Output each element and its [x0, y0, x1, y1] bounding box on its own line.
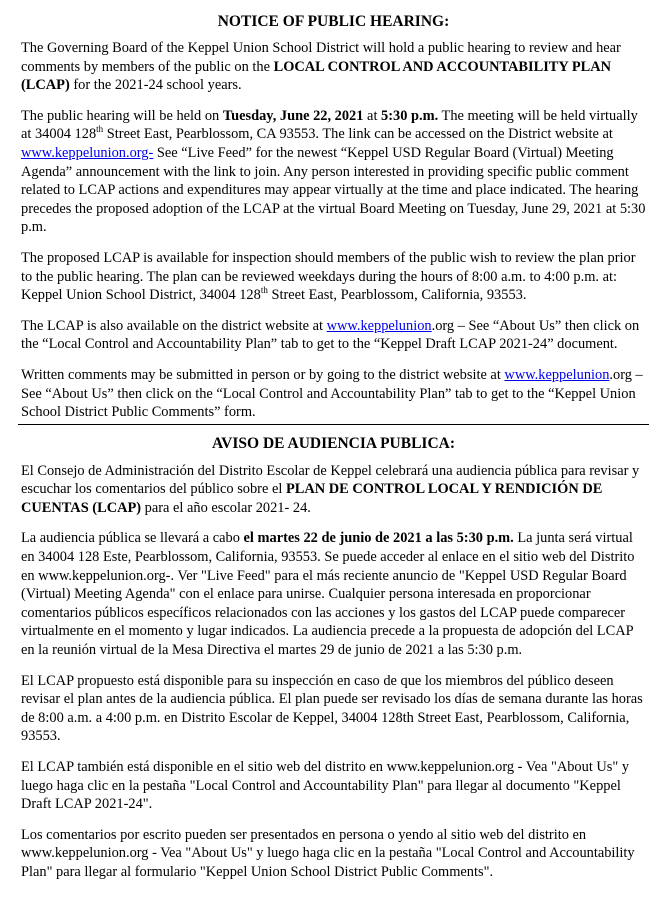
- spanish-paragraph-inspection: El LCAP propuesto está disponible para su inspección en caso de que los miembros del público deseen revisar el plan antes de la audiencia pública. El plan puede ser revisado los días de semana durante las horas de 8:00 a.m. a 4:00 p.m. en Distrito Escolar de Keppel, 34004 128th Street East, Pearblossom, California, 93553.: [21, 672, 643, 745]
- hearing-date-spanish-bold: el martes 22 de junio de 2021 a las 5:30 p.m.: [243, 530, 514, 547]
- hearing-date-bold: Tuesday, June 22, 2021: [222, 107, 364, 124]
- hearing-time-bold: 5:30 p.m.: [381, 107, 439, 124]
- district-website-link[interactable]: www.keppelunion.org-: [21, 144, 154, 161]
- lcap-title-spanish-bold: PLAN DE CONTROL LOCAL Y RENDICIÓN DE CUENTAS (LCAP): [21, 481, 603, 516]
- spanish-paragraph-intro: El Consejo de Administración del Distrito Escolar de Keppel celebrará una audiencia pública para revisar y escuchar los comentarios del público sobre el PLAN DE CONTROL LOCAL Y RENDICIÓN DE CUENTAS (LCAP) para el año escolar 2021- 24.: [21, 462, 640, 516]
- spanish-paragraph-website: El LCAP también está disponible en el sitio web del distrito en www.keppelunion.org - Vea "About Us" y luego haga clic en la pestaña "Local Control and Accountability Plan" para llegar al documento "Keppel Draft LCAP 2021-24".: [21, 759, 630, 813]
- english-paragraph-hearing: The public hearing will be held on Tuesday, June 22, 2021 at 5:30 p.m. The meeting will be held virtually at 34004 128th Street East, Pearblossom, CA 93553. The link can be accessed on the District website at www.keppelunion.org- See “Live Feed” for the newest “Keppel USD Regular Board (Virtual) Meeting Agenda” announcement with the link to join. Any person interested in providing specific public comment related to LCAP actions and expenditures may appear virtually at the time and place indicated. The hearing precedes the proposed adoption of the LCAP at the virtual Board Meeting on Tuesday, June 29, 2021 at 5:30 p.m.: [21, 107, 646, 236]
- spanish-title: AVISO DE AUDIENCIA PUBLICA:: [211, 434, 456, 452]
- keppelunion-link-comments[interactable]: www.keppelunion: [504, 366, 610, 383]
- lcap-title-bold: LOCAL CONTROL AND ACCOUNTABILITY PLAN (LCAP): [21, 58, 612, 94]
- spanish-notice: [21, 434, 646, 882]
- spanish-paragraph-hearing: La audiencia pública se llevará a cabo el martes 22 de junio de 2021 a las 5:30 p.m. La junta será virtual en 34004 128 Este, Pearblossom, California, 93553. Se puede acceder al enlace en el sitio web del Distrito en www.keppelunion.org-. Ver "Live Feed" para el más reciente anuncio de "Keppel USD Regular Board (Virtual) Meeting Agenda" con el enlace para unirse. Cualquier persona interesada en proporcionar comentarios públicos específicos relacionados con las acciones y los gastos del LCAP puede comparecer virtualmente en el momento y lugar indicados. La audiencia precede a la propuesta de adopción del LCAP en la reunión virtual de la Mesa Directiva el martes 29 de junio de 2021 a las 5:30 p.m.: [21, 530, 635, 659]
- keppelunion-link[interactable]: www.keppelunion: [326, 317, 432, 334]
- english-paragraph-comments: Written comments may be submitted in person or by going to the district website at www.keppelunion.org – See “About Us” then click on the “Local Control and Accountability Plan” tab to get to the “Keppel Union School District Public Comments” form.: [21, 366, 643, 421]
- english-paragraph-intro: The Governing Board of the Keppel Union School District will hold a public hearing to review and hear comments by members of the public on the LOCAL CONTROL AND ACCOUNTABILITY PLAN (LCAP) for the 2021-24 school years.: [21, 40, 621, 94]
- english-notice: [21, 12, 646, 422]
- section-divider: [18, 424, 649, 425]
- english-paragraph-inspection: The proposed LCAP is available for inspection should members of the public wish to review the plan prior to the public hearing. The plan can be reviewed weekdays during the hours of 8:00 a.m. to 4:00 p.m. at: Keppel Union School District, 34004 128th Street East, Pearblossom, California, 93553.: [21, 249, 636, 304]
- english-paragraph-website: The LCAP is also available on the district website at www.keppelunion.org – See “About Us” then click on the “Local Control and Accountability Plan” tab to get to the “Keppel Draft LCAP 2021-24” document.: [21, 317, 640, 353]
- english-title: NOTICE OF PUBLIC HEARING:: [217, 13, 450, 30]
- spanish-paragraph-comments: Los comentarios por escrito pueden ser presentados en persona o yendo al sitio web del distrito en www.keppelunion.org - Vea "About Us" y luego haga clic en la pestaña "Local Control and Accountability Plan" para llegar al formulario "Keppel Union School District Public Comments".: [21, 826, 635, 880]
